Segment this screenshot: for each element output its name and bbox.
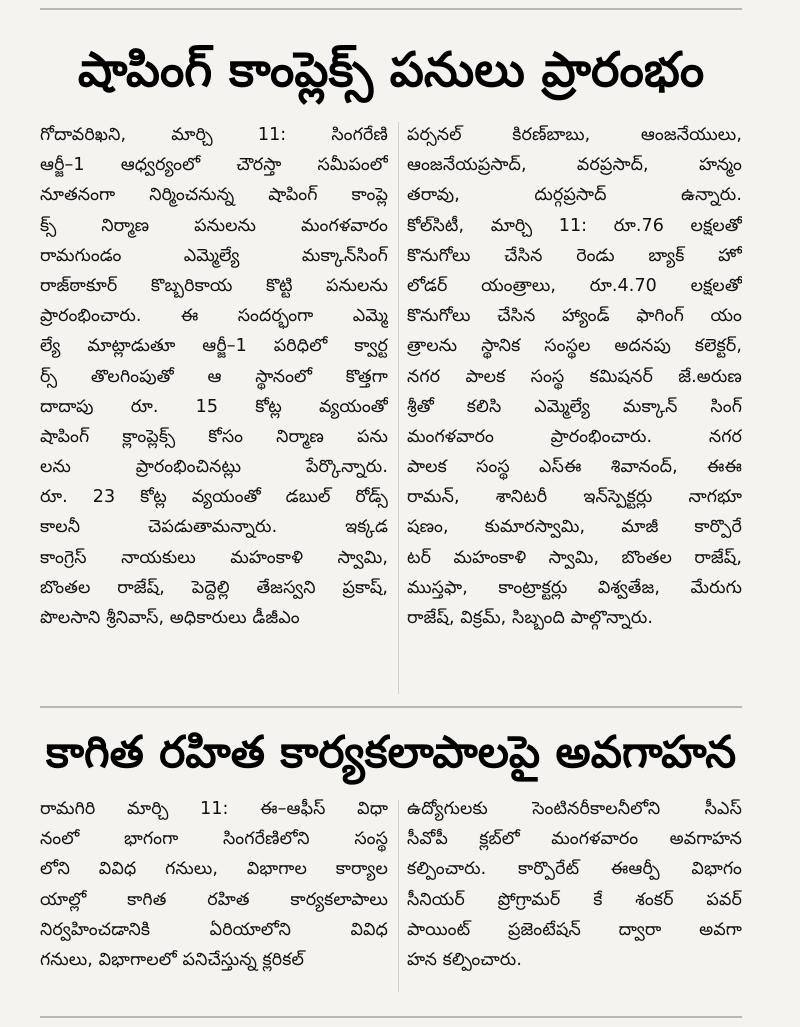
text-line: లను ప్రారంభించినట్లు పేర్కొన్నారు. xyxy=(40,457,388,478)
text-line: శ్రీతో కలిసి ఎమ్మెల్యే మక్కాన్ సింగ్ xyxy=(407,396,742,417)
article1-column-divider xyxy=(398,122,399,694)
text-line: సీవోపీ క్లబ్‌లో మంగళవారం అవగాహన xyxy=(407,829,742,850)
text-line: టర్ మహంకాళి స్వామి, బొంతల రాజేష్, xyxy=(407,547,742,568)
article2-column-2 xyxy=(407,794,742,975)
text-line: యాల్లో కాగిత రహిత కార్యకలాపాలు xyxy=(40,889,388,910)
text-line: నూతనంగా నిర్మించనున్న షాపింగ్ కాంప్లె xyxy=(40,185,388,206)
bottom-divider xyxy=(40,1016,742,1018)
text-line: షణం, కుమారస్వామి, మాజీ కార్పొరే xyxy=(407,517,742,538)
text-line: ముస్తఫా, కాంట్రాక్టర్లు విశ్వతేజ, మేరుగు xyxy=(407,577,742,598)
text-line: మంగళవారం ప్రారంభించారు. నగర xyxy=(407,426,742,447)
article2-column-divider xyxy=(398,800,399,992)
text-line: ల్యే మాట్లాడుతూ ఆర్జీ–1 పరిధిలో క్వార్ట xyxy=(40,336,388,357)
text-line: ఆర్జీ–1 ఆధ్వర్యంలో చౌరస్తా సమీపంలో xyxy=(40,155,388,176)
text-line: రాజేష్, విక్రమ్, సిబ్బంది పాల్గొన్నారు. xyxy=(407,608,654,628)
text-line: కల్పించారు. కార్పొరేట్ ఈఆర్పీ విభాగం xyxy=(407,859,742,880)
text-line: తరావు, దుర్గప్రసాద్ ఉన్నారు. xyxy=(407,185,742,206)
section-divider xyxy=(40,706,742,708)
text-line: రామన్, శానిటరీ ఇన్‌స్పెక్టర్లు నాగభూ xyxy=(407,487,742,508)
text-line: హన కల్పించారు. xyxy=(407,949,522,970)
text-line: నంలో భాగంగా సింగరేణిలోని సంస్థ xyxy=(40,829,388,850)
text-line: రాజ్‌ఠాకూర్ కొబ్బరికాయ కొట్టి పనులను xyxy=(40,275,388,296)
text-line: పాయింట్ ప్రజెంటేషన్ ద్వారా అవగా xyxy=(407,919,742,940)
text-line: పొలసాని శ్రీనివాస్, అధికారులు డీజీఎం xyxy=(40,608,300,628)
text-line: క్స్ నిర్మాణ పనులను మంగళవారం xyxy=(40,215,388,236)
text-line: రామగిరి మార్చి 11: ఈ–ఆఫీస్ విధా xyxy=(40,799,388,819)
text-line: నిర్వహించడానికి ఏరియాలోని వివిధ xyxy=(40,919,388,940)
article1-headline: షాపింగ్ కాంప్లెక్స్ పనులు ప్రారంభం xyxy=(77,42,705,98)
text-line: షాపింగ్ క్లాంప్లెక్స్ కోసం నిర్మాణ పను xyxy=(40,426,388,447)
text-line: ఆంజనేయప్రసాద్, వరప్రసాద్, హన్మం xyxy=(407,155,742,176)
article2-headline: కాగిత రహిత కార్యకలాపాలపై అవగాహన xyxy=(45,727,737,778)
text-line: ర్స్ తొలగింపుతో ఆ స్థానంలో కొత్తగా xyxy=(40,366,388,387)
text-line: లోడర్ యంత్రాలు, రూ.4.70 లక్షలతో xyxy=(407,275,742,296)
text-line: కాంగ్రెస్ నాయకులు మహంకాళి స్వామి, xyxy=(40,547,388,568)
text-line: సీనియర్ ప్రోగ్రామర్ కే శంకర్ పవర్ xyxy=(407,889,742,910)
text-line: బొంతల రాజేష్, పెద్దెల్లి తేజస్వని ప్రకాష్, xyxy=(40,577,388,598)
text-line: కొనుగోలు చేసిన హ్యాండ్ ఫాగింగ్ యం xyxy=(407,306,742,327)
text-line: రామగుండం ఎమ్మెల్యే మక్కాన్‌సింగ్ xyxy=(40,245,388,266)
article1-column-1 xyxy=(40,120,388,633)
text-line: లోని వివిధ గనులు, విభాగాల కార్యాల xyxy=(40,859,388,880)
text-line: ఉద్యోగులకు సెంటినరీకాలనీలోని సీఎస్ xyxy=(407,799,742,819)
text-line: నగర పాలక సంస్థ కమిషనర్ జే.అరుణ xyxy=(407,366,742,387)
text-line: కాలనీ చెపడుతామన్నారు. ఇక్కడ xyxy=(40,517,388,538)
text-line: కొనుగోలు చేసిన రెండు బ్యాక్ హో xyxy=(407,245,742,266)
text-line: పర్సనల్ కిరణ్‌బాబు, ఆంజనేయులు, xyxy=(407,125,742,145)
text-line: గోదావరిఖని, మార్చి 11: సింగరేణి xyxy=(40,125,388,145)
text-line: కోల్‌సిటీ, మార్చి 11: రూ.76 లక్షలతో xyxy=(407,215,742,236)
text-line: రూ. 23 కోట్ల వ్యయంతో డబుల్ రోడ్స్ xyxy=(40,487,388,508)
text-line: పాలక సంస్థ ఎస్ఈ శివానంద్, ఈఈ xyxy=(407,457,742,478)
text-line: త్రాలను స్థానిక సంస్థల అదనపు కలెక్టర్, xyxy=(407,336,742,357)
text-line: గనులు, విభాగాలలో పనిచేస్తున్న క్లరికల్ xyxy=(40,949,304,970)
article2-column-1 xyxy=(40,794,388,975)
text-line: ప్రారంభించారు. ఈ సందర్భంగా ఎమ్మె xyxy=(40,306,388,327)
article1-column-2 xyxy=(407,120,742,633)
top-divider xyxy=(40,8,742,10)
text-line: దాదాపు రూ. 15 కోట్ల వ్యయంతో xyxy=(40,396,388,417)
